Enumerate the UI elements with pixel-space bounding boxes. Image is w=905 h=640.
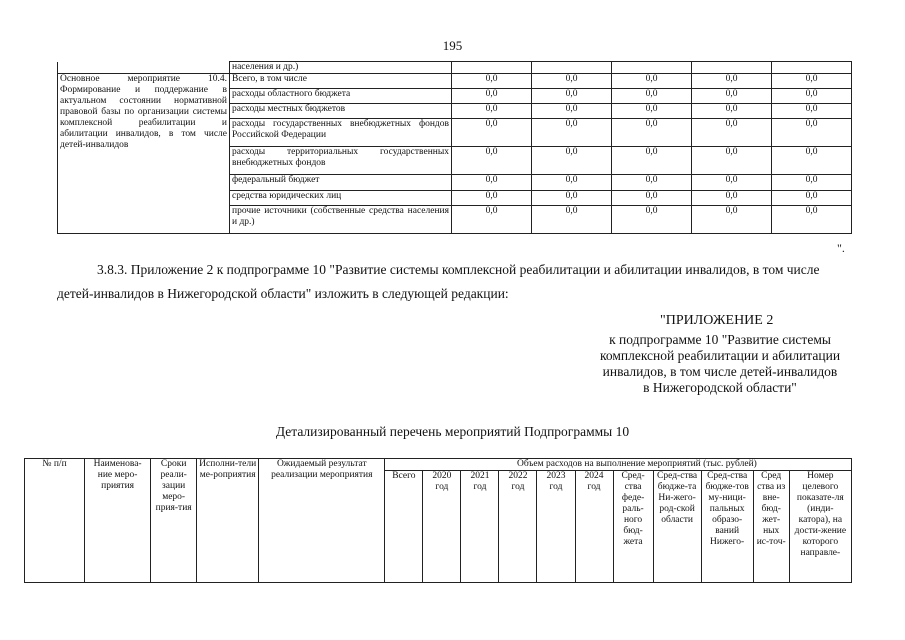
funding-source-cell: Всего, в том числе [230, 74, 452, 89]
value-cell: 0,0 [532, 147, 612, 175]
value-cell: 0,0 [612, 89, 692, 104]
value-cell: 0,0 [532, 206, 612, 234]
value-cell: 0,0 [692, 206, 772, 234]
appendix-subtitle-line: к подпрограмме 10 "Развитие системы [609, 332, 831, 347]
funding-source-cell: расходы областного бюджета [230, 89, 452, 104]
header-year: 2020 год [423, 471, 461, 583]
funding-source-cell: населения и др.) [230, 62, 452, 74]
header-total: Всего [385, 471, 423, 583]
header-expenses: Объем расходов на выполнение мероприятий (тыс. рублей) [423, 459, 852, 471]
header-name: Наименова-ние меро-приятия [85, 459, 151, 583]
value-cell: 0,0 [772, 175, 852, 191]
header-indicator: Номер целевого показате-ля (инди-катора), на дости-жение которого направле- [789, 471, 851, 583]
value-cell: 0,0 [692, 175, 772, 191]
value-cell: 0,0 [772, 191, 852, 206]
value-cell: 0,0 [452, 206, 532, 234]
funding-source-cell: расходы территориальных государственных внебюджетных фондов [230, 147, 452, 175]
value-cell: 0,0 [612, 119, 692, 147]
value-cell: 0,0 [452, 104, 532, 119]
funding-source-cell: федеральный бюджет [230, 175, 452, 191]
value-cell: 0,0 [612, 74, 692, 89]
value-cell: 0,0 [612, 191, 692, 206]
header-year: 2023 год [537, 471, 575, 583]
funding-source-cell: средства юридических лиц [230, 191, 452, 206]
value-cell: 0,0 [772, 206, 852, 234]
activities-table [24, 458, 852, 583]
value-cell: 0,0 [772, 74, 852, 89]
value-cell: 0,0 [532, 119, 612, 147]
value-cell: 0,0 [532, 104, 612, 119]
funding-source-cell: прочие источники (собственные средства населения и др.) [230, 206, 452, 234]
value-cell: 0,0 [612, 147, 692, 175]
header-municipal: Сред-ства бюдже-тов му-ници-пальных образо-ваний Нижего- [701, 471, 753, 583]
value-cell: 0,0 [692, 147, 772, 175]
header-executors: Исполни-тели ме-роприятия [197, 459, 259, 583]
page-number: 195 [442, 38, 463, 53]
closing-quote: ". [837, 241, 845, 255]
value-cell: 0,0 [532, 74, 612, 89]
appendix-subtitle [560, 332, 880, 396]
value-cell: 0,0 [452, 74, 532, 89]
appendix-subtitle-line: комплексной реабилитации и абилитации [599, 348, 841, 363]
list-title: Детализированный перечень мероприятий Подпрограммы 10 [275, 424, 630, 439]
value-cell: 0,0 [692, 74, 772, 89]
value-cell: 0,0 [612, 206, 692, 234]
value-cell: 0,0 [452, 175, 532, 191]
amendment-paragraph: 3.8.3. Приложение 2 к подпрограмме 10 "Развитие системы комплексной реабилитации и абилитации инвалидов, в том числе детей-инвалидов в Нижегородской области" изложить в следующей редакции: [57, 262, 820, 301]
funding-source-cell: расходы местных бюджетов [230, 104, 452, 119]
header-year: 2022 год [499, 471, 537, 583]
value-cell: 0,0 [692, 119, 772, 147]
header-terms: Сроки реали-зации меро-прия-тия [151, 459, 197, 583]
value-cell: 0,0 [452, 191, 532, 206]
header-year: 2021 год [461, 471, 499, 583]
value-cell: 0,0 [772, 147, 852, 175]
appendix-subtitle-line: инвалидов, в том числе детей-инвалидов [602, 364, 838, 379]
value-cell: 0,0 [772, 119, 852, 147]
header-extrabudget: Сред ства из вне-бюд-жет-ных ис-точ- [753, 471, 789, 583]
main-measure-cell: Основное мероприятие 10.4. Формирование и поддержание в актуальном состоянии нормативной правовой базы по организации системы комплексной реабилитации и абилитации инвалидов, в том числе детей-инвалидов [58, 74, 230, 234]
value-cell: 0,0 [612, 175, 692, 191]
funding-table-top [57, 61, 852, 234]
value-cell: 0,0 [452, 89, 532, 104]
value-cell: 0,0 [532, 191, 612, 206]
header-result: Ожидаемый результат реализации мероприятия [259, 459, 385, 583]
appendix-title: "ПРИЛОЖЕНИЕ 2 [660, 313, 774, 328]
header-year: 2024 год [575, 471, 613, 583]
appendix-subtitle-line: в Нижегородской области" [643, 380, 797, 395]
value-cell: 0,0 [612, 104, 692, 119]
value-cell: 0,0 [452, 147, 532, 175]
funding-source-cell: расходы государственных внебюджетных фондов Российской Федерации [230, 119, 452, 147]
value-cell: 0,0 [692, 191, 772, 206]
header-regional: Сред-ства бюдже-та Ни-жего-род-ской области [653, 471, 701, 583]
value-cell: 0,0 [532, 89, 612, 104]
value-cell: 0,0 [772, 104, 852, 119]
header-num: № п/п [25, 459, 85, 583]
header-federal: Сред-ства феде-раль-ного бюд-жета [613, 471, 653, 583]
value-cell: 0,0 [692, 104, 772, 119]
value-cell: 0,0 [452, 119, 532, 147]
value-cell: 0,0 [532, 175, 612, 191]
value-cell: 0,0 [692, 89, 772, 104]
value-cell: 0,0 [772, 89, 852, 104]
